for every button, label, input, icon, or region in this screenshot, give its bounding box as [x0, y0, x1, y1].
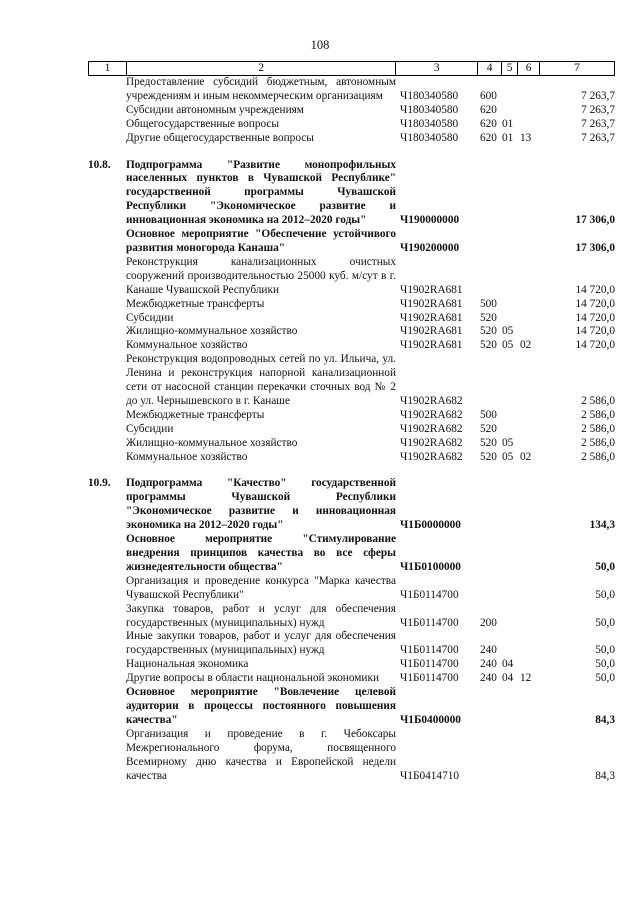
target-code: Ч1Б0114700 — [400, 588, 459, 601]
amount: 50,0 — [595, 616, 615, 629]
section-code: 04 — [502, 672, 514, 685]
expense-type: 620 — [480, 117, 497, 130]
amount: 7 263,7 — [581, 103, 615, 116]
target-code: Ч1902RA682 — [400, 450, 463, 463]
table-row — [88, 575, 615, 603]
table-row — [88, 728, 615, 784]
item-name: Жилищно-коммунальное хозяйство — [126, 325, 298, 338]
item-name: Иные закупки товаров, работ и услуг для обеспечения государственных (муниципальных) нужд — [126, 630, 396, 657]
amount: 17 306,0 — [575, 241, 615, 254]
target-code: Ч1Б0100000 — [400, 560, 461, 573]
target-code: Ч1Б0400000 — [400, 713, 461, 726]
amount: 7 263,7 — [581, 131, 615, 144]
table-row — [88, 533, 615, 575]
amount: 2 586,0 — [581, 422, 615, 435]
amount: 14 720,0 — [575, 283, 615, 296]
target-code: Ч1902RA682 — [400, 422, 463, 435]
section-code: 01 — [502, 131, 514, 144]
table-row — [88, 104, 615, 118]
table-row — [88, 672, 615, 686]
amount: 50,0 — [595, 560, 615, 573]
target-code: Ч1Б0114700 — [400, 644, 459, 657]
target-code: Ч1Б0414710 — [400, 769, 460, 782]
column-header: 7 — [540, 62, 615, 76]
item-name: Реконструкция канализационных очистных сооружений производительностью 25000 куб. м/сут в г. Канаше Чувашской Республики — [126, 255, 396, 296]
expense-type: 500 — [480, 408, 497, 421]
target-code: Ч180340580 — [400, 131, 459, 144]
table-row — [88, 339, 615, 353]
expense-type: 520 — [480, 311, 497, 324]
item-name: Межбюджетные трансферты — [126, 408, 265, 421]
expense-type: 520 — [480, 339, 497, 352]
table-row — [88, 423, 615, 437]
item-name: Общегосударственные вопросы — [126, 117, 279, 130]
item-name: Подпрограмма "Развитие монопрофильных населенных пунктов в Чувашской Республике" государственной программы Чувашской Республики "Экономическое развитие и инновационная экономика на 2012–2020 годы" — [126, 158, 396, 227]
table-row — [88, 228, 615, 256]
amount: 134,3 — [589, 519, 615, 532]
expense-type: 600 — [480, 89, 497, 102]
target-code: Ч1Б0000000 — [400, 519, 461, 532]
item-name: Закупка товаров, работ и услуг для обеспечения государственных (муниципальных) нужд — [126, 602, 396, 629]
expense-type: 240 — [480, 658, 497, 671]
target-code: Ч1902RA682 — [400, 436, 463, 449]
budget-table-body — [88, 76, 615, 783]
section-code: 05 — [502, 450, 514, 463]
item-name: Субсидии — [126, 422, 174, 435]
amount: 2 586,0 — [581, 436, 615, 449]
table-row — [88, 76, 615, 104]
section-number: 10.8. — [88, 158, 111, 171]
item-name: Предоставление субсидий бюджетным, автономным учреждениям и иным некоммерческим организациям — [126, 76, 396, 102]
subsection-code: 02 — [520, 450, 532, 463]
column-header: 6 — [518, 62, 540, 76]
amount: 50,0 — [595, 588, 615, 601]
section-spacer — [88, 464, 615, 477]
table-row — [88, 603, 615, 631]
amount: 14 720,0 — [575, 297, 615, 310]
item-name: Основное мероприятие "Стимулирование внедрения принципов качества во все сферы жизнедеятельности общества" — [126, 533, 396, 573]
table-row — [88, 298, 615, 312]
section-code: 05 — [502, 339, 514, 352]
section-code: 05 — [502, 436, 514, 449]
target-code: Ч1Б0114700 — [400, 616, 459, 629]
target-code: Ч1Б0114700 — [400, 672, 459, 685]
table-row — [88, 437, 615, 451]
column-header: 3 — [396, 62, 478, 76]
amount: 14 720,0 — [575, 325, 615, 338]
subsection-code: 02 — [520, 339, 532, 352]
column-header: 5 — [502, 62, 518, 76]
expense-type: 240 — [480, 644, 497, 657]
expense-type: 520 — [480, 450, 497, 463]
target-code: Ч1902RA681 — [400, 339, 463, 352]
table-row — [88, 312, 615, 326]
table-row — [88, 256, 615, 298]
column-header: 2 — [126, 62, 395, 76]
amount: 7 263,7 — [581, 117, 615, 130]
subsection-code: 13 — [520, 131, 532, 144]
item-name: Национальная экономика — [126, 658, 249, 671]
amount: 84,3 — [595, 713, 615, 726]
amount: 14 720,0 — [575, 311, 615, 324]
item-name: Основное мероприятие "Обеспечение устойчивого развития моногорода Канаша" — [126, 228, 396, 254]
target-code: Ч1902RA682 — [400, 408, 463, 421]
section-code: 04 — [502, 658, 514, 671]
expense-type: 520 — [480, 422, 497, 435]
section-code: 01 — [502, 117, 514, 130]
amount: 50,0 — [595, 672, 615, 685]
table-row — [88, 132, 615, 146]
table-row — [88, 477, 615, 533]
item-name: Подпрограмма "Качество" государственной программы Чувашской Республики "Экономическое развитие и инновационная экономика на 2012–2020 годы" — [126, 477, 396, 532]
expense-type: 240 — [480, 672, 497, 685]
expense-type: 620 — [480, 103, 497, 116]
item-name: Субсидии — [126, 311, 174, 324]
item-name: Другие общегосударственные вопросы — [126, 131, 314, 144]
target-code: Ч1Б0114700 — [400, 658, 459, 671]
table-row — [88, 451, 615, 465]
target-code: Ч1902RA681 — [400, 283, 463, 296]
target-code: Ч1902RA681 — [400, 311, 463, 324]
table-row — [88, 686, 615, 728]
page-number: 108 — [310, 38, 330, 52]
expense-type: 620 — [480, 131, 497, 144]
table-row — [88, 409, 615, 423]
item-name: Коммунальное хозяйство — [126, 339, 248, 352]
item-name: Основное мероприятие "Вовлечение целевой аудитории в процессы постоянного повышения качества" — [126, 686, 396, 726]
amount: 17 306,0 — [575, 214, 615, 227]
expense-type: 500 — [480, 297, 497, 310]
item-name: Субсидии автономным учреждениям — [126, 103, 304, 116]
target-code: Ч1902RA682 — [400, 394, 463, 407]
target-code: Ч190200000 — [400, 241, 460, 254]
section-number: 10.9. — [88, 477, 111, 490]
expense-type: 520 — [480, 325, 497, 338]
item-name: Реконструкция водопроводных сетей по ул. Ильича, ул. Ленина и реконструкция напорной канализационной сети от насосной станции перекачки сточных вод № 2 до ул. Чернышевского в г. Канаше — [126, 353, 396, 407]
amount: 7 263,7 — [581, 89, 615, 102]
expense-type: 200 — [480, 616, 497, 629]
target-code: Ч190000000 — [400, 214, 460, 227]
target-code: Ч180340580 — [400, 117, 459, 130]
table-row — [88, 658, 615, 672]
table-row — [88, 118, 615, 132]
table-row — [88, 159, 615, 229]
target-code: Ч180340580 — [400, 89, 459, 102]
target-code: Ч1902RA681 — [400, 325, 463, 338]
table-row — [88, 630, 615, 658]
target-code: Ч180340580 — [400, 103, 459, 116]
item-name: Коммунальное хозяйство — [126, 450, 248, 463]
subsection-code: 12 — [520, 672, 532, 685]
target-code: Ч1902RA681 — [400, 297, 463, 310]
amount: 84,3 — [595, 769, 615, 782]
column-header-row — [88, 61, 615, 76]
expense-type: 520 — [480, 436, 497, 449]
amount: 2 586,0 — [581, 408, 615, 421]
column-header: 4 — [478, 62, 502, 76]
section-code: 05 — [502, 325, 514, 338]
item-name: Другие вопросы в области национальной экономики — [126, 672, 380, 685]
amount: 2 586,0 — [581, 450, 615, 463]
item-name: Организация и проведение в г. Чебоксары Межрегионального форума, посвященного Всемирному дню качества и Европейской недели качества — [126, 727, 396, 782]
amount: 50,0 — [595, 644, 615, 657]
table-row — [88, 325, 615, 339]
table-row — [88, 353, 615, 409]
amount: 50,0 — [595, 658, 615, 671]
item-name: Организация и проведение конкурса "Марка качества Чувашской Республики" — [126, 574, 396, 601]
amount: 2 586,0 — [581, 394, 615, 407]
item-name: Межбюджетные трансферты — [126, 297, 265, 310]
amount: 14 720,0 — [575, 339, 615, 352]
item-name: Жилищно-коммунальное хозяйство — [126, 436, 298, 449]
section-spacer — [88, 146, 615, 159]
column-header: 1 — [89, 62, 127, 76]
